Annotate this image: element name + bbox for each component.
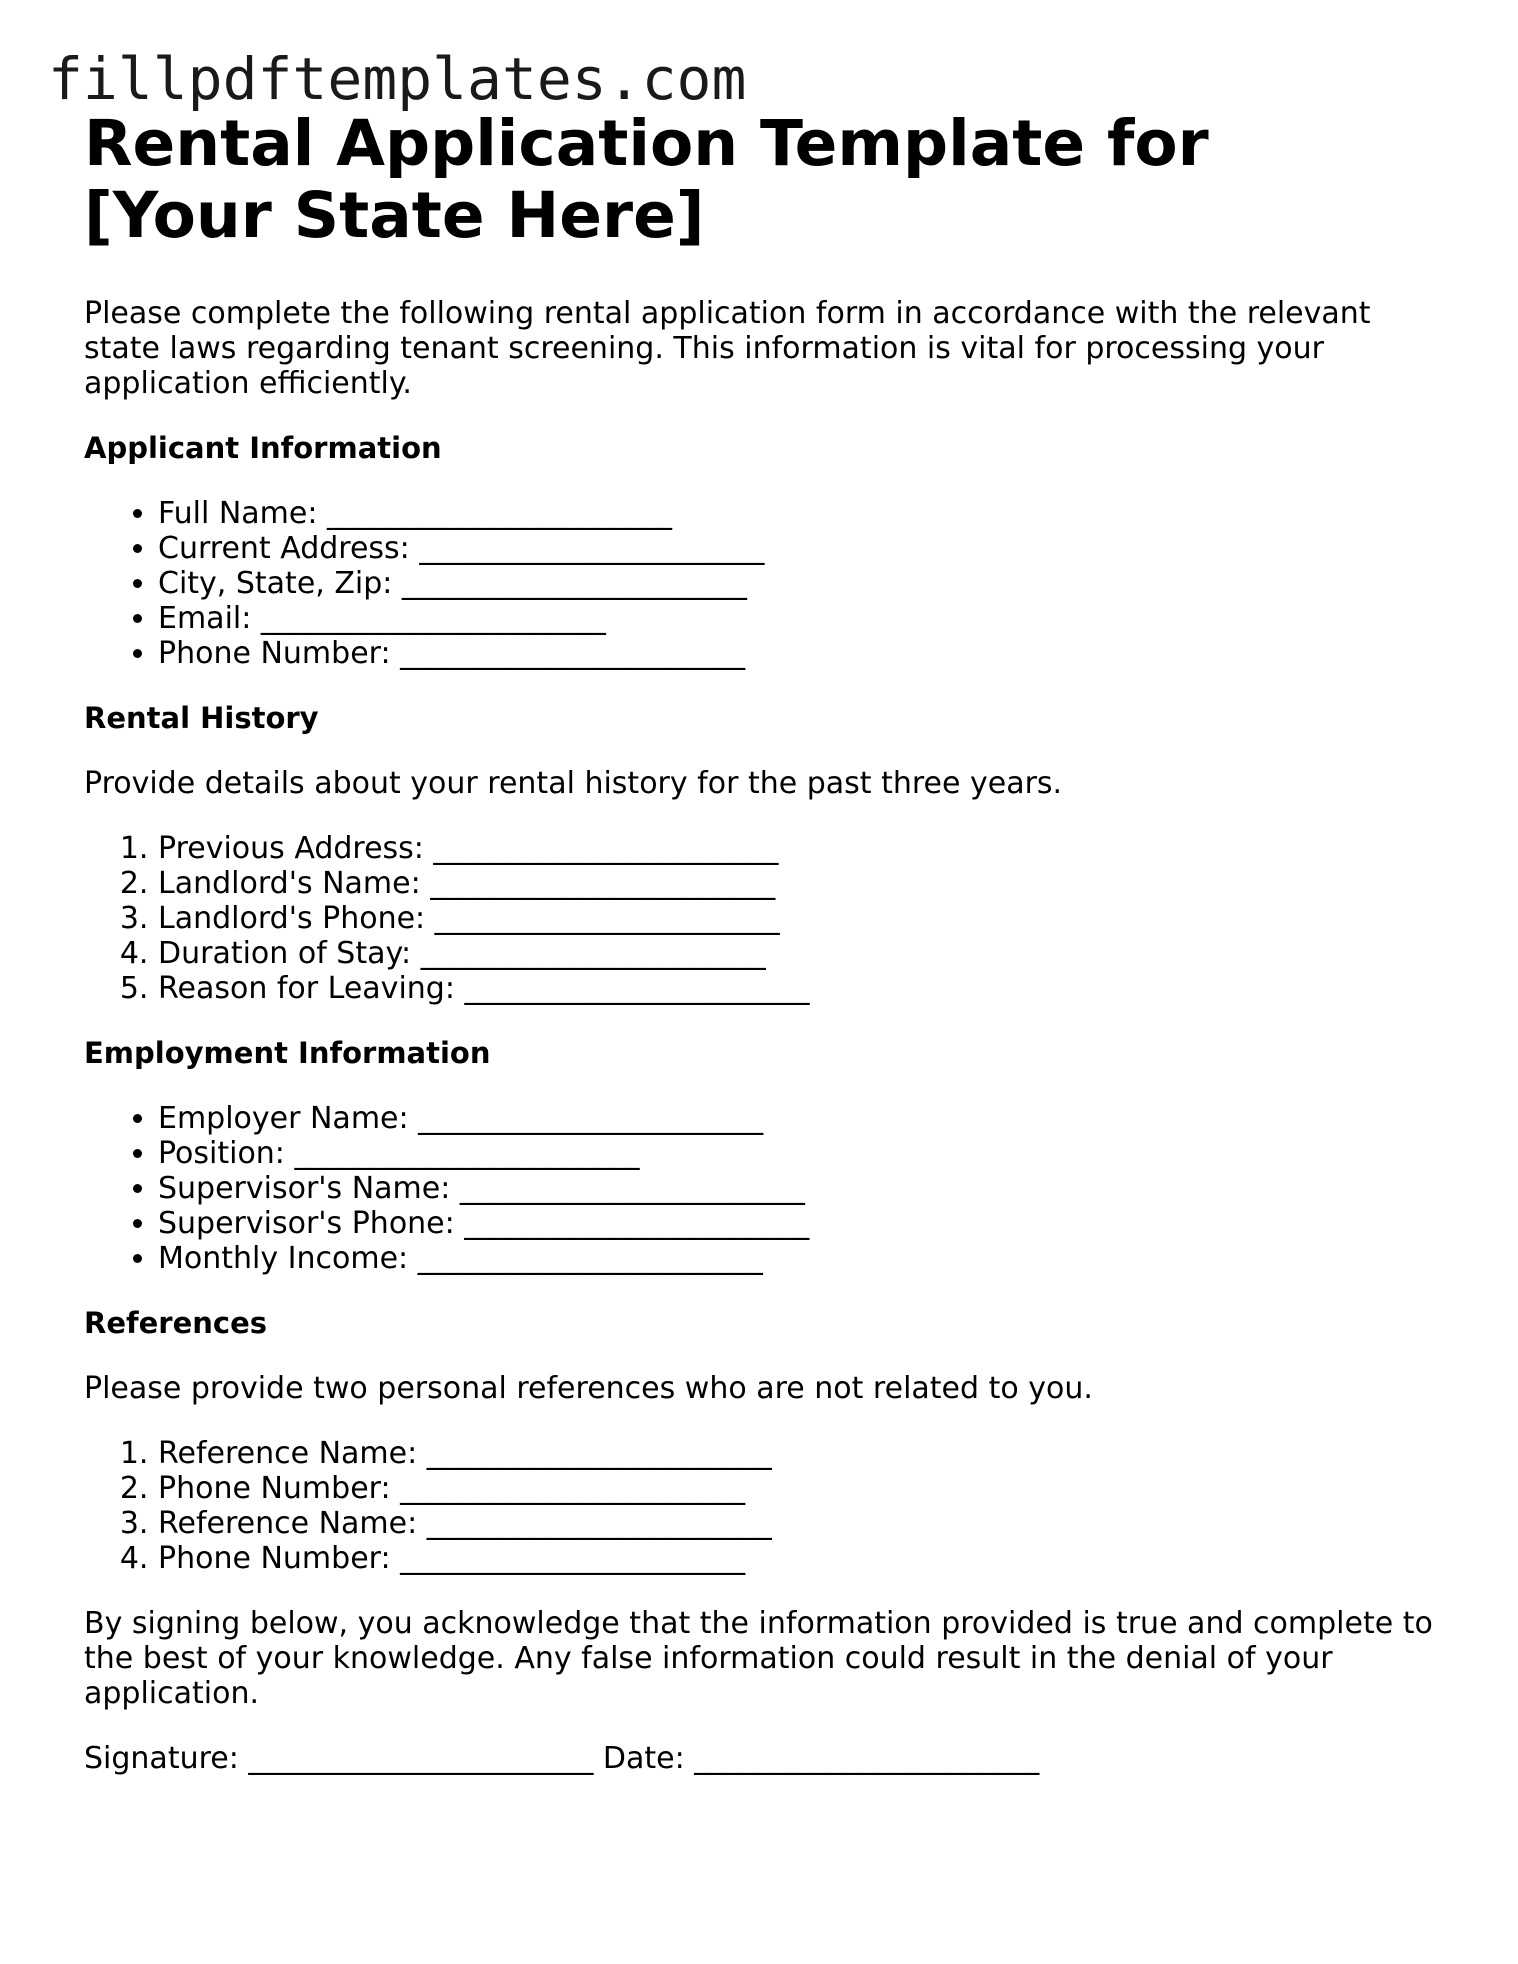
page-title: Rental Application Template for [Your State Here] xyxy=(84,107,1209,252)
employment-fields-list xyxy=(84,1101,1444,1276)
list-item: • Supervisor's Phone: _______________________ xyxy=(158,1206,1444,1241)
list-item: 4. Phone Number: _______________________ xyxy=(158,1541,1444,1576)
list-item: • Monthly Income: _______________________ xyxy=(158,1241,1444,1276)
list-item: 1. Previous Address: _______________________ xyxy=(158,831,1444,866)
section-heading-references: References xyxy=(84,1306,268,1340)
list-item: 4. Duration of Stay: _______________________ xyxy=(158,936,1444,971)
section-heading-applicant: Applicant Information xyxy=(84,431,442,465)
site-watermark: fillpdftemplates.com xyxy=(48,45,747,113)
list-item: 2. Landlord's Name: _______________________ xyxy=(158,866,1444,901)
references-fields-list xyxy=(84,1436,1444,1576)
list-item: • Phone Number: _______________________ xyxy=(158,636,1444,671)
list-item: 3. Reference Name: _______________________ xyxy=(158,1506,1444,1541)
list-item: 3. Landlord's Phone: _______________________ xyxy=(158,901,1444,936)
list-item: • Supervisor's Name: _______________________ xyxy=(158,1171,1444,1206)
list-item: 1. Reference Name: _______________________ xyxy=(158,1436,1444,1471)
list-item: • Email: _______________________ xyxy=(158,601,1444,636)
signature-date-line: Signature: _______________________ Date: _______________________ xyxy=(84,1741,1040,1776)
list-item: • Current Address: _______________________ xyxy=(158,531,1444,566)
list-item: • City, State, Zip: _______________________ xyxy=(158,566,1444,601)
section-heading-employment: Employment Information xyxy=(84,1036,491,1070)
acknowledgement-paragraph: By signing below, you acknowledge that the information provided is true and complete to the best of your knowledge. Any false information could result in the denial of your application. xyxy=(84,1606,1433,1711)
applicant-fields-list xyxy=(84,496,1444,671)
list-item: 2. Phone Number: _______________________ xyxy=(158,1471,1444,1506)
list-item: • Employer Name: _______________________ xyxy=(158,1101,1444,1136)
rental-history-fields-list xyxy=(84,831,1444,1006)
document-page xyxy=(84,108,1444,1776)
list-item: 5. Reason for Leaving: _______________________ xyxy=(158,971,1444,1006)
list-item: • Position: _______________________ xyxy=(158,1136,1444,1171)
intro-paragraph: Please complete the following rental application form in accordance with the relevant state laws regarding tenant screening. This information is vital for processing your application efficiently. xyxy=(84,296,1371,401)
section-heading-rental-history: Rental History xyxy=(84,701,319,735)
references-description: Please provide two personal references who are not related to you. xyxy=(84,1371,1093,1406)
rental-history-description: Provide details about your rental history for the past three years. xyxy=(84,766,1063,801)
list-item: • Full Name: _______________________ xyxy=(158,496,1444,531)
